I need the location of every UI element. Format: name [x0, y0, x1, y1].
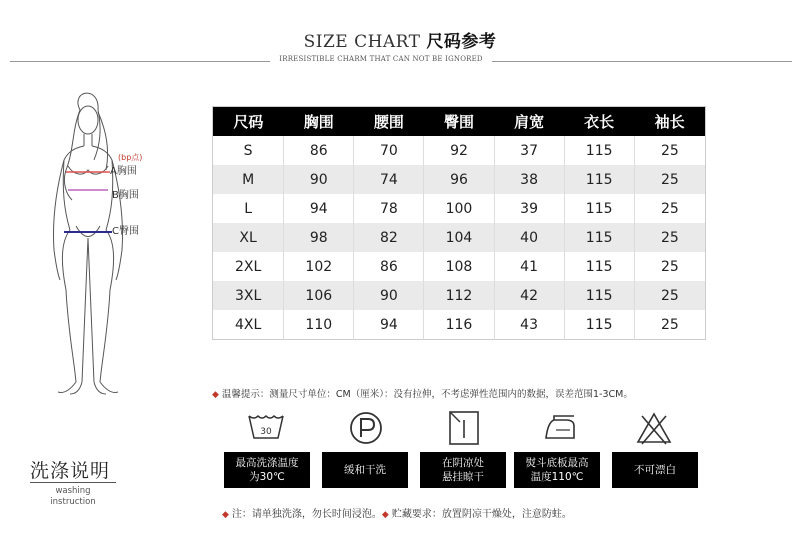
table-cell: 82: [354, 223, 424, 252]
figure-illustration: [40, 90, 200, 400]
diamond-bullet-icon: ◆: [212, 390, 219, 400]
table-cell: 92: [424, 136, 494, 165]
table-header-cell: 胸围: [284, 107, 354, 137]
table-cell: 25: [634, 310, 705, 340]
table-row: [213, 281, 706, 310]
measurement-notice: [212, 386, 772, 400]
table-cell: 25: [634, 281, 705, 310]
table-row: [213, 194, 706, 223]
table-cell: 115: [564, 223, 634, 252]
table-cell: 38: [494, 165, 564, 194]
table-row: [213, 165, 706, 194]
table-cell: M: [213, 165, 284, 194]
table-header-cell: 尺码: [213, 107, 284, 137]
iron-icon: [540, 408, 580, 448]
c-label: C臀围: [112, 226, 139, 237]
care-label-line2: 为30℃: [249, 471, 285, 483]
care-label-hang-dry: [420, 452, 506, 488]
table-cell: 86: [354, 252, 424, 281]
table-cell: 115: [564, 136, 634, 165]
table-cell: 90: [354, 281, 424, 310]
table-cell: 25: [634, 136, 705, 165]
table-row: [213, 136, 706, 165]
washing-en-line1: washing: [55, 486, 91, 496]
table-body: [213, 136, 706, 340]
table-cell: 94: [354, 310, 424, 340]
notice-text: 温馨提示：测量尺寸单位：CM（厘米）：没有拉伸，不考虑弹性范围内的数据，误差范围1-3CM。: [221, 389, 633, 400]
care-label-no-bleach: [612, 452, 698, 488]
table-cell: 98: [284, 223, 354, 252]
care-label-line2: 温度110℃: [530, 471, 584, 483]
a-label: A胸围: [110, 166, 137, 177]
table-header-cell: 衣长: [564, 107, 634, 137]
table-cell: 110: [284, 310, 354, 340]
table-cell: 115: [564, 281, 634, 310]
care-label-line1: 最高洗涤温度: [235, 457, 299, 469]
wash-30-icon: [246, 408, 286, 448]
table-cell: 106: [284, 281, 354, 310]
table-cell: 100: [424, 194, 494, 223]
subtitle: IRRESISTIBLE CHARM THAT CAN NOT BE IGNORED: [279, 55, 483, 63]
table-cell: 2XL: [234, 258, 262, 275]
care-label-dry-clean: [322, 452, 408, 488]
care-label-line2: 悬挂晾干: [442, 471, 484, 483]
table-cell: 102: [284, 252, 354, 281]
table-cell: 112: [424, 281, 494, 310]
care-label-line1: 熨斗底板最高: [525, 457, 589, 469]
table-cell: 25: [634, 252, 705, 281]
table-cell: 42: [494, 281, 564, 310]
table-cell: 4XL: [234, 316, 262, 333]
table-cell: 116: [424, 310, 494, 340]
table-cell: 25: [634, 223, 705, 252]
care-label-line1: 在阴凉处: [442, 457, 484, 469]
table-cell: 108: [424, 252, 494, 281]
table-row: [213, 310, 706, 340]
table-cell: 70: [354, 136, 424, 165]
title-en: SIZE CHART: [303, 32, 421, 52]
care-label-wash-temp: [224, 452, 310, 488]
table-cell: 90: [284, 165, 354, 194]
table-cell: 104: [424, 223, 494, 252]
page-title: [0, 27, 800, 52]
table-cell: 86: [284, 136, 354, 165]
b-label: B胸围: [112, 190, 139, 201]
hang-dry-shade-icon: [444, 408, 484, 448]
table-cell: 74: [354, 165, 424, 194]
footer-notes: [222, 505, 782, 520]
table-cell: 78: [354, 194, 424, 223]
divider-left: [10, 61, 270, 62]
title-zh: 尺码参考: [426, 32, 497, 52]
table-cell: 115: [564, 310, 634, 340]
care-label-line1: 不可漂白: [634, 464, 676, 476]
care-label-line1: 缓和干洗: [344, 464, 386, 476]
footer-note-wash: 注：请单独洗涤，勿长时间浸泡。: [231, 509, 382, 520]
table-cell: 3XL: [213, 281, 284, 310]
table-cell: 115: [564, 165, 634, 194]
table-cell: 25: [634, 165, 705, 194]
table-header-cell: 袖长: [634, 107, 705, 137]
washing-divider: [30, 482, 116, 483]
size-table: [212, 106, 706, 340]
table-header-cell: 肩宽: [494, 107, 564, 137]
table-cell: 25: [634, 194, 705, 223]
table-cell: 115: [564, 252, 634, 281]
table-cell: 43: [494, 310, 564, 340]
table-cell: 37: [494, 136, 564, 165]
table-header-cell: 臀围: [424, 107, 494, 137]
table-cell: S: [243, 142, 253, 159]
diamond-bullet-icon: ◆: [222, 510, 229, 520]
body-figure: [40, 90, 200, 400]
care-label-iron: [514, 452, 600, 488]
bp-label: (bp点): [118, 153, 143, 162]
washing-title: 洗涤说明: [30, 460, 111, 482]
table-cell: 96: [424, 165, 494, 194]
table-cell: 41: [494, 252, 564, 281]
table-cell: 115: [564, 194, 634, 223]
table-header-row: [213, 107, 706, 137]
divider-right: [492, 61, 792, 62]
table-cell: 40: [494, 223, 564, 252]
diamond-bullet-icon: ◆: [381, 510, 389, 520]
table-cell: 94: [284, 194, 354, 223]
wash-temp-text: 30: [260, 427, 272, 437]
table-cell: XL: [213, 223, 284, 252]
table-row: [213, 223, 706, 252]
table-row: [213, 252, 706, 281]
footer-note-storage: 贮藏要求：放置阴凉干燥处，注意防蛀。: [391, 509, 572, 520]
table-header-cell: 腰围: [354, 107, 424, 137]
dry-clean-p-icon: [346, 408, 386, 448]
no-bleach-icon: [634, 408, 674, 448]
washing-en-line2: instruction: [50, 497, 96, 507]
table-cell: 39: [494, 194, 564, 223]
table-cell: L: [244, 200, 253, 217]
